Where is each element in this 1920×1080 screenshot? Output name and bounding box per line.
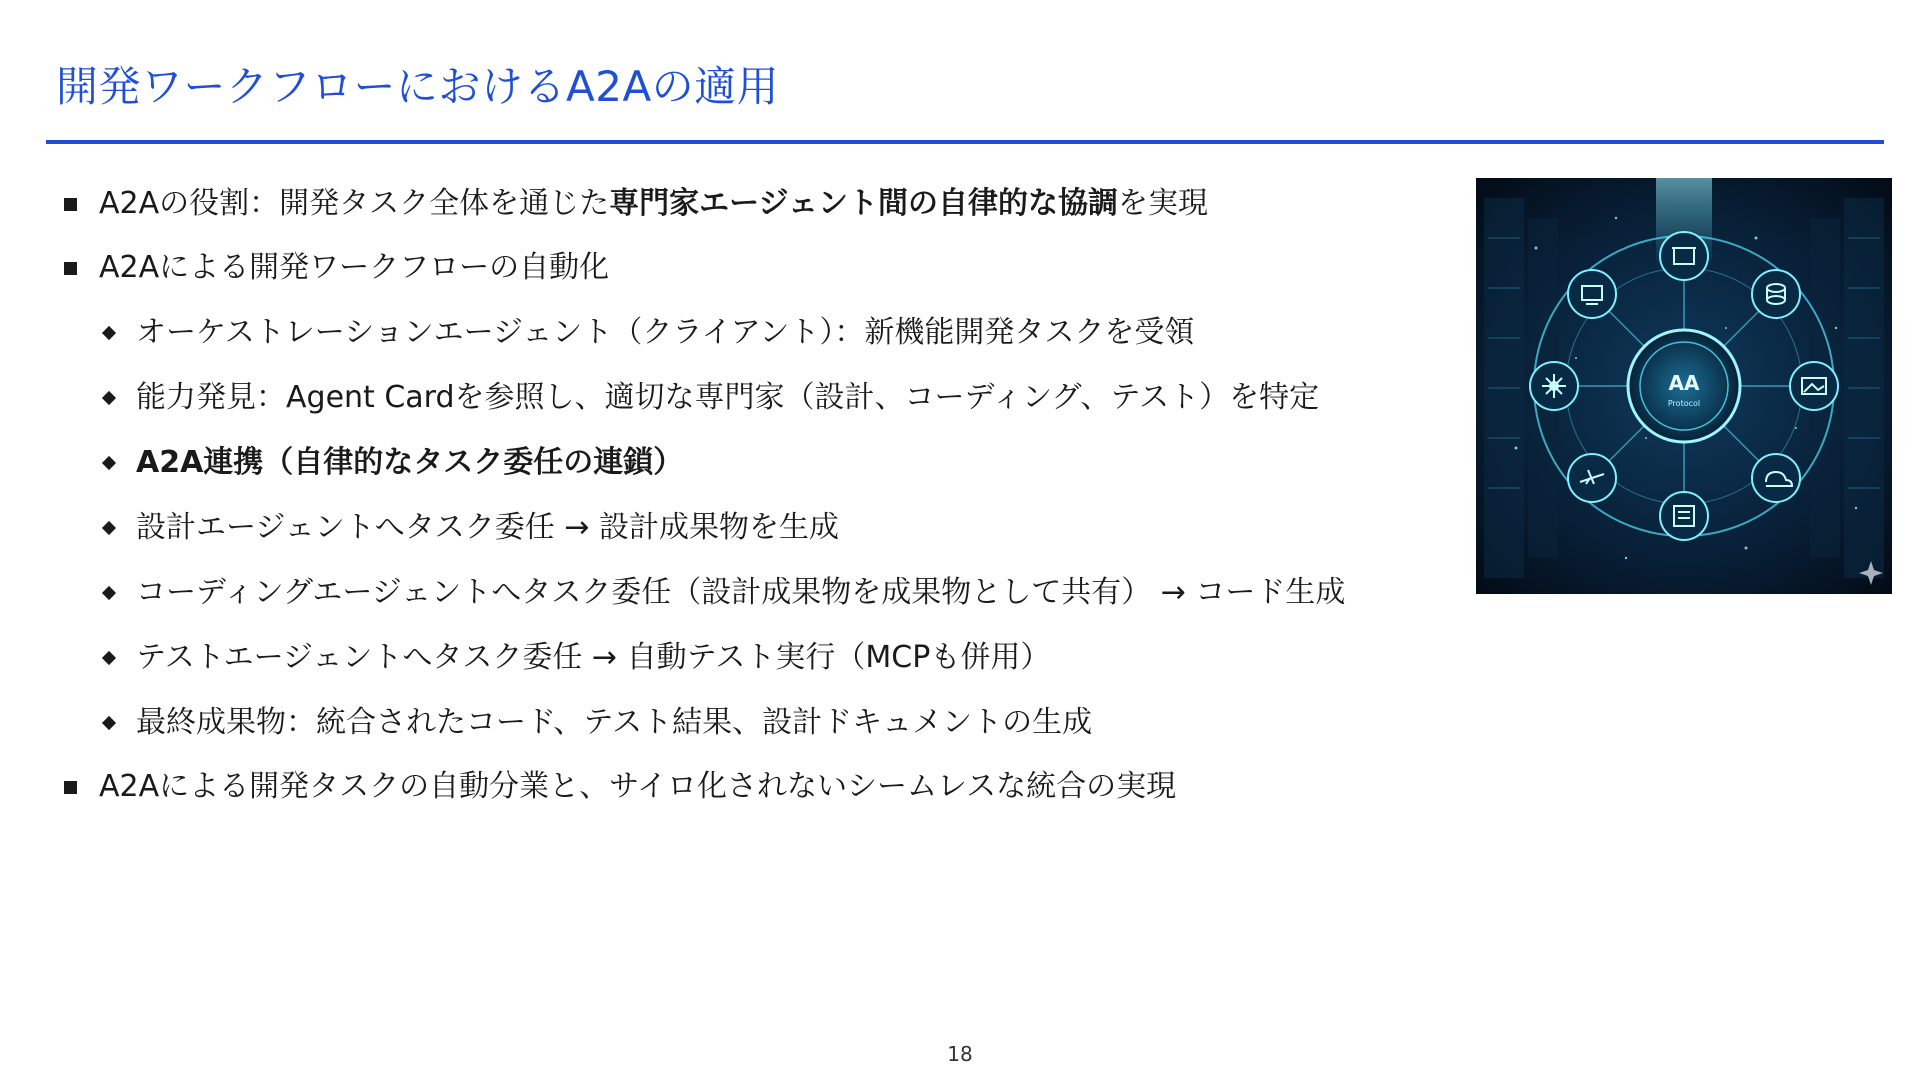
sub-bullet-text: 能力発見：Agent Cardを参照し、適切な専門家（設計、コーディング、テスト）を特定 xyxy=(136,379,1320,415)
bullet-list xyxy=(64,172,1444,819)
cloud-icon xyxy=(1752,454,1800,502)
sub-bullet-text: テストエージェントへタスク委任 → 自動テスト実行（MCPも併用） xyxy=(136,639,1051,675)
square-bullet-icon xyxy=(64,781,77,794)
sub-bullet-text: 最終成果物：統合されたコード、テスト結果、設計ドキュメントの生成 xyxy=(136,704,1093,740)
sub-bullet-item xyxy=(64,690,1444,755)
page-number: 18 xyxy=(947,1042,973,1066)
sub-bullet-text-emphasis: A2A連携（自律的なタスク委任の連鎖） xyxy=(136,444,684,480)
bullet-item xyxy=(64,236,1444,300)
sub-bullet-text: 設計エージェントへタスク委任 → 設計成果物を生成 xyxy=(136,509,840,545)
sub-bullet-item xyxy=(64,625,1444,690)
network-hub-graphic xyxy=(1476,178,1892,594)
bullet-text: A2Aによる開発ワークフローの自動化 xyxy=(99,250,610,285)
bullet-text xyxy=(99,184,1208,224)
slide-title: 開発ワークフローにおけるA2Aの適用 xyxy=(56,62,780,111)
sub-bullet-item xyxy=(64,495,1444,560)
diamond-bullet-icon xyxy=(102,455,116,469)
square-bullet-icon xyxy=(64,262,77,275)
diamond-bullet-icon xyxy=(102,585,116,599)
bullet-text-part: A2Aの役割：開発タスク全体を通じた xyxy=(99,186,610,221)
database-icon xyxy=(1752,270,1800,318)
a2a-protocol-illustration xyxy=(1476,178,1892,594)
sub-bullet-item xyxy=(64,300,1444,365)
building-icon xyxy=(1660,232,1708,280)
sub-bullet-text: コーディングエージェントへタスク委任（設計成果物を成果物として共有） → コード生成 xyxy=(136,574,1346,610)
diamond-bullet-icon xyxy=(102,715,116,729)
document-icon xyxy=(1660,492,1708,540)
diamond-bullet-icon xyxy=(102,390,116,404)
title-underline xyxy=(46,140,1884,144)
bullet-text-part: を実現 xyxy=(1117,186,1208,221)
sub-bullet-item xyxy=(64,560,1444,625)
bullet-item xyxy=(64,755,1444,819)
computer-icon xyxy=(1568,270,1616,318)
sub-bullet-item xyxy=(64,365,1444,430)
hub-label: AA xyxy=(1668,371,1700,395)
diamond-bullet-icon xyxy=(102,325,116,339)
diamond-bullet-icon xyxy=(102,520,116,534)
square-bullet-icon xyxy=(64,198,77,211)
sub-bullet-text: オーケストレーションエージェント（クライアント）：新機能開発タスクを受領 xyxy=(136,314,1195,350)
sub-bullet-item xyxy=(64,430,1444,495)
bullet-item xyxy=(64,172,1444,236)
bullet-text-emphasis: 専門家エージェント間の自律的な協調 xyxy=(609,186,1118,221)
bullet-text: A2Aによる開発タスクの自動分業と、サイロ化されないシームレスな統合の実現 xyxy=(99,769,1177,804)
diamond-bullet-icon xyxy=(102,650,116,664)
hub-sublabel: Protocol xyxy=(1667,399,1701,408)
